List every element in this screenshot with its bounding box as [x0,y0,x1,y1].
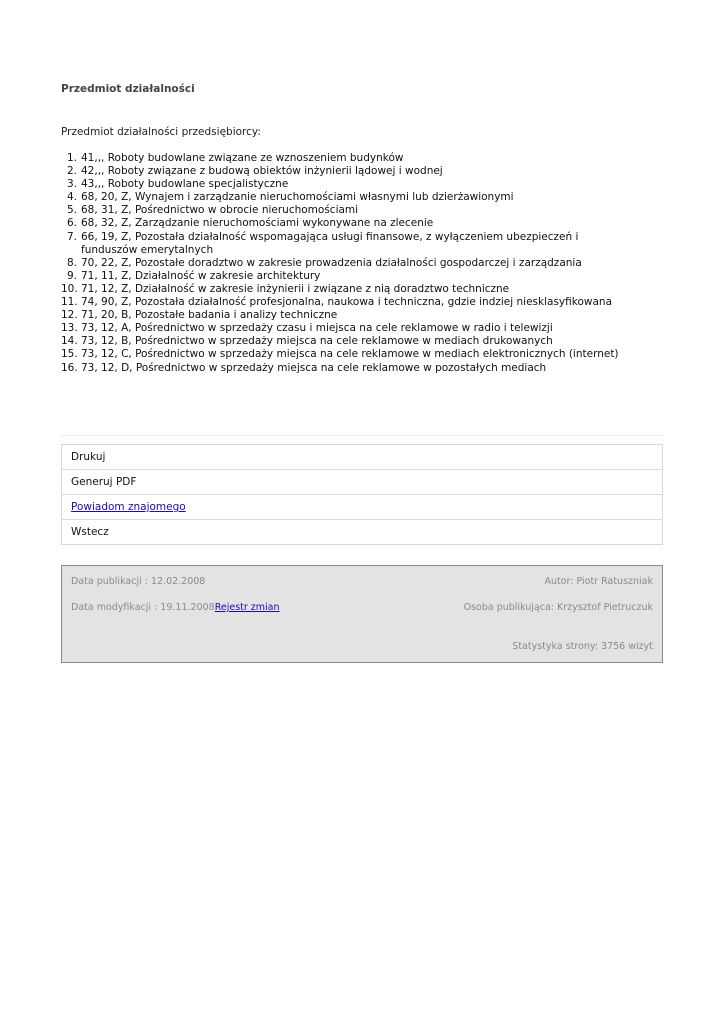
back-button[interactable]: Wstecz [71,526,109,538]
list-item-number: 11. [61,296,78,309]
list-item [61,309,621,322]
list-item [61,165,621,178]
list-item-number: 8. [66,256,77,269]
page-title: Przedmiot działalności [61,83,195,95]
list-item-text: 73, 12, D, Pośrednictwo w sprzedaży miejsca na cele reklamowe w pozostałych mediach [81,361,547,374]
list-item [61,257,621,270]
list-item [61,322,621,335]
list-item [61,217,621,230]
changelog-link[interactable]: Rejestr zmian [214,602,280,613]
list-item-number: 9. [66,269,77,282]
list-item-number: 2. [66,165,77,178]
list-item-text: 71, 11, Z, Działalność w zakresie architektury [81,269,321,282]
action-list [61,444,663,545]
list-item-text: 74, 90, Z, Pozostała działalność profesjonalna, naukowa i techniczna, gdzie indziej niesklasyfikowana [81,296,612,309]
list-item [61,283,621,296]
list-item-number: 15. [61,348,78,361]
list-item-text: 68, 20, Z, Wynajem i zarządzanie nieruchomościami własnymi lub dzierżawionymi [81,191,514,204]
list-item [61,270,621,283]
intro-text: Przedmiot działalności przedsiębiorcy: [61,126,261,138]
list-item-number: 3. [66,178,77,191]
list-item [61,296,621,309]
list-item-text: 73, 12, A, Pośrednictwo w sprzedaży czasu i miejsca na cele reklamowe w radio i telewizji [81,322,553,335]
list-item [61,204,621,217]
activity-list [61,152,621,375]
list-item-number: 7. [66,230,77,243]
list-item-text: 70, 22, Z, Pozostałe doradztwo w zakresie prowadzenia działalności gospodarczej i zarządzania [81,256,582,269]
list-item-text: 41,,, Roboty budowlane związane ze wznoszeniem budynków [81,152,404,164]
list-item-text: 73, 12, B, Pośrednictwo w sprzedaży miejsca na cele reklamowe w mediach drukowanych [81,335,553,348]
list-item-number: 10. [61,282,78,295]
list-item [61,178,621,191]
author-info: Autor: Piotr Ratuszniak [544,576,653,587]
list-item [61,335,621,348]
list-item-number: 5. [66,204,77,217]
list-item [61,191,621,204]
list-item-text: 42,,, Roboty związane z budową obiektów inżynierii lądowej i wodnej [81,165,443,178]
list-item [61,348,621,361]
page-info-box [61,565,663,663]
generate-pdf-button[interactable]: Generuj PDF [62,470,662,495]
list-item-text: 71, 20, B, Pozostałe badania i analizy techniczne [81,309,338,322]
modification-info [71,602,280,613]
list-item-text: 73, 12, C, Pośrednictwo w sprzedaży miejsca na cele reklamowe w mediach elektronicznych (internet) [81,348,619,361]
page-statistics: Statystyka strony: 3756 wizyt [512,641,653,652]
divider [61,435,663,436]
list-item [61,231,621,257]
publisher-info: Osoba publikująca: Krzysztof Pietruczuk [463,602,653,613]
list-item-text: 68, 31, Z, Pośrednictwo w obrocie nieruchomościami [81,204,359,217]
list-item [61,362,621,375]
list-item [61,152,621,165]
list-item-number: 12. [61,309,78,322]
notify-friend-link[interactable]: Powiadom znajomego [62,495,662,520]
modification-date: Data modyfikacji : 19.11.2008 [71,602,215,613]
list-item-text: 43,,, Roboty budowlane specjalistyczne [81,178,289,191]
list-item-number: 13. [61,322,78,335]
list-item-number: 6. [66,217,77,230]
list-item-number: 14. [61,335,78,348]
list-item-number: 4. [66,191,77,204]
list-item-text: 71, 12, Z, Działalność w zakresie inżynierii i związane z nią doradztwo techniczne [81,282,510,295]
list-item-text: 66, 19, Z, Pozostała działalność wspomagająca usługi finansowe, z wyłączeniem ubezpieczeń i funduszów emerytalnych [81,230,579,256]
list-item-number: 16. [61,361,78,374]
print-button[interactable]: Drukuj [62,445,662,470]
publication-date: Data publikacji : 12.02.2008 [71,576,206,587]
list-item-text: 68, 32, Z, Zarządzanie nieruchomościami wykonywane na zlecenie [81,217,434,230]
list-item-number: 1. [66,152,77,164]
